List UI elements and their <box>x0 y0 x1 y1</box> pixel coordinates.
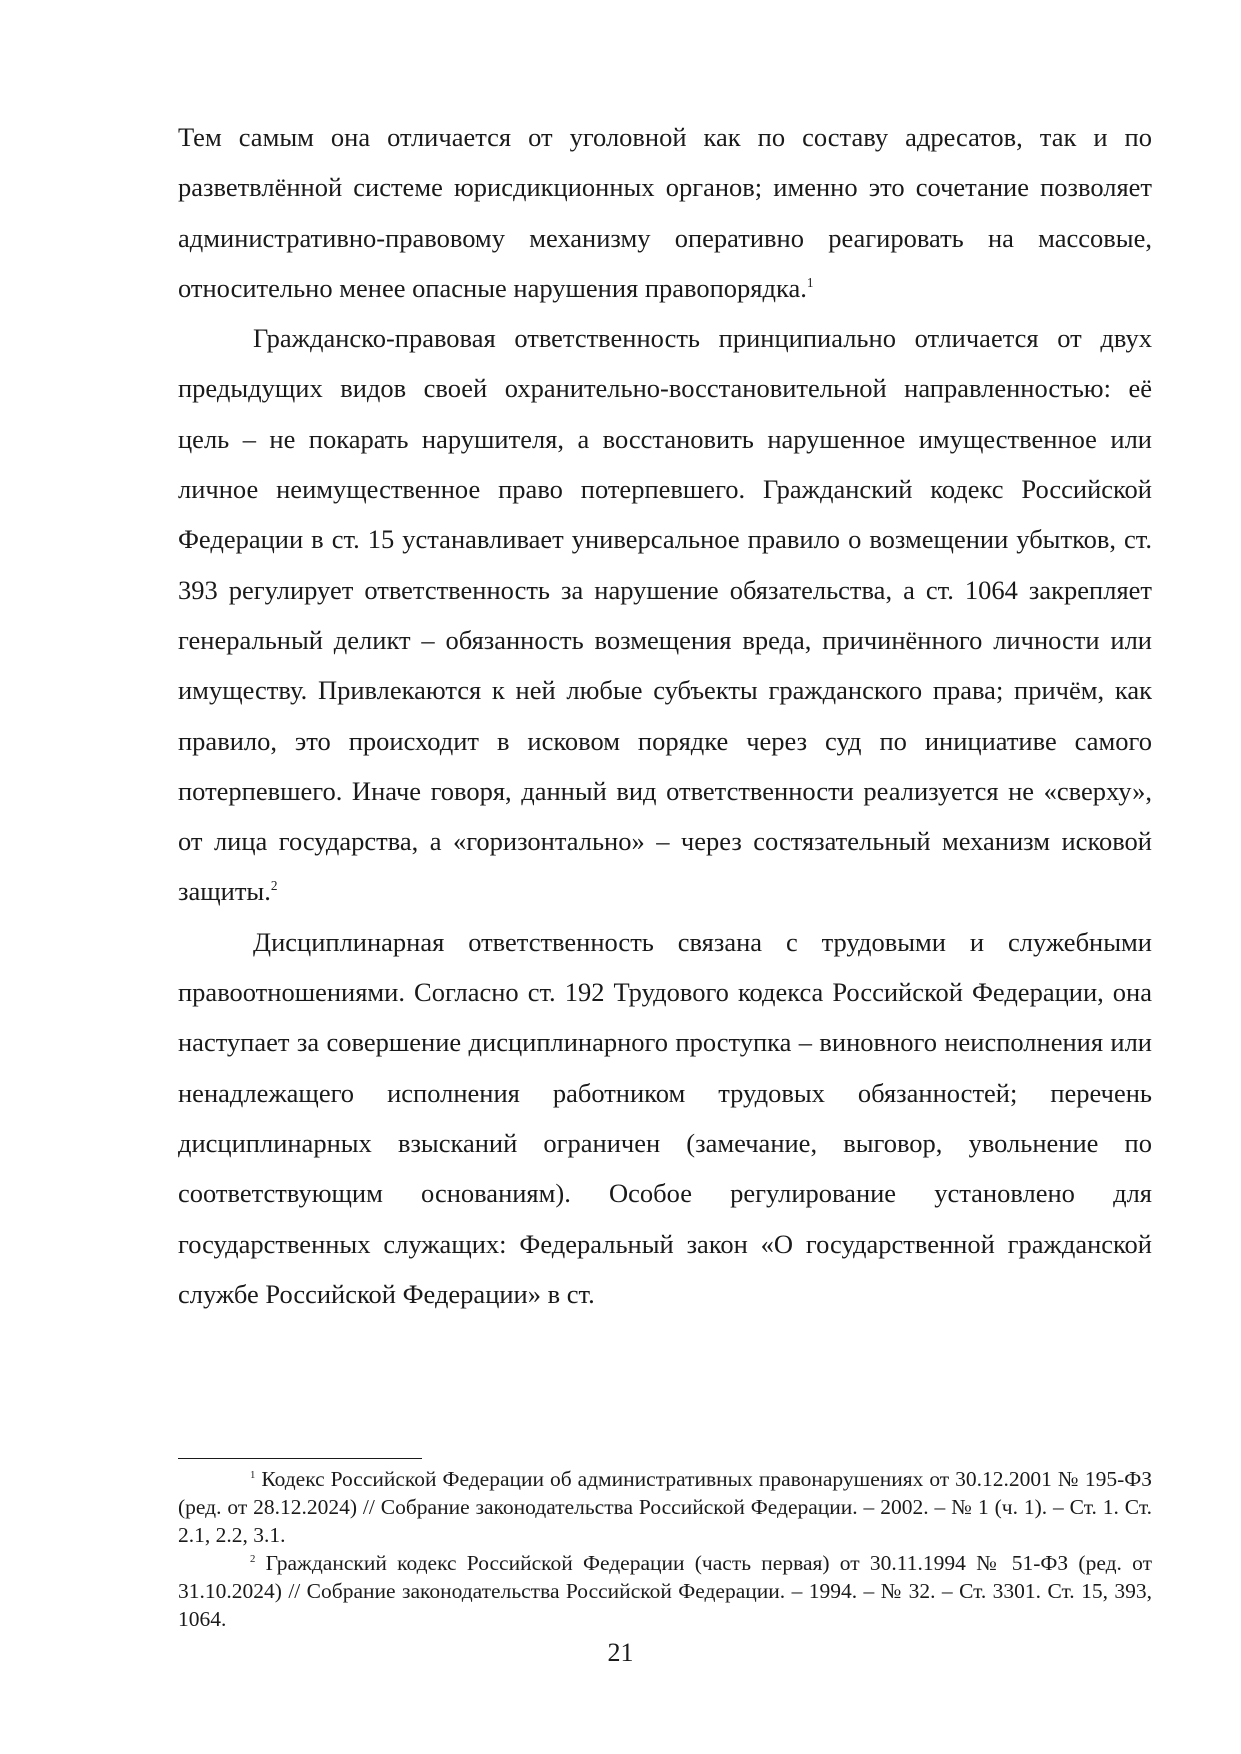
paragraph-1 <box>178 112 1152 313</box>
footnote-number: 1 <box>250 1468 256 1481</box>
footnote-ref-1: 1 <box>806 274 814 290</box>
paragraph-text: Дисциплинарная ответственность связана с трудовыми и служебными правоотношениями. Согласно ст. 192 Трудового кодекса Российской Федерации, она наступает за совершение дисциплинарного проступка – виновного неисполнения или ненадлежащего исполнения работником трудовых обязанностей; перечень дисциплинарных взысканий ограничен (замечание, выговор, увольнение по соответствующим основаниям). Особое регулирование установлено для государственных служащих: Федеральный закон «О государственной гражданской службе Российской Федерации» в ст. <box>178 926 1152 1309</box>
paragraph-text: Гражданско-правовая ответственность принципиально отличается от двух предыдущих видов своей охранительно-восстановительной направленностью: её цель – не покарать нарушителя, а восстановить нарушенное имущественное или личное неимущественное право потерпевшего. Гражданский кодекс Российской Федерации в ст. 15 устанавливает универсальное правило о возмещении убытков, ст. 393 регулирует ответственность за нарушение обязательства, а ст. 1064 закрепляет генеральный деликт – обязанность возмещения вреда, причинённого личности или имуществу. Привлекаются к ней любые субъекты гражданского права; причём, как правило, это происходит в исковом порядке через суд по инициативе самого потерпевшего. Иначе говоря, данный вид ответственности реализуется не «сверху», от лица государства, а «горизонтально» – через состязательный механизм исковой защиты. <box>178 323 1152 907</box>
paragraph-text: Тем самым она отличается от уголовной как по составу адресатов, так и по разветвлённой системе юрисдикционных органов; именно это сочетание позволяет административно-правовому механизму оперативно реагировать на массовые, относительно менее опасные нарушения правопорядка. <box>178 122 1152 303</box>
footnote-text: Гражданский кодекс Российской Федерации (часть первая) от 30.11.1994 № 51-ФЗ (ред. от 31.10.2024) // Собрание законодательства Российской Федерации. – 1994. – № 32. – Ст. 3301. Ст. 15, 393, 1064. <box>178 1551 1153 1631</box>
footnotes <box>178 1465 1152 1633</box>
footnote-2 <box>178 1549 1152 1633</box>
paragraph-3 <box>178 917 1152 1319</box>
paragraph-2 <box>178 313 1152 917</box>
footnote-text: Кодекс Российской Федерации об административных правонарушениях от 30.12.2001 № 195-ФЗ (ред. от 28.12.2024) // Собрание законодательства Российской Федерации. – 2002. – № 1 (ч. 1). – Ст. 1. Ст. 2.1, 2.2, 3.1. <box>178 1467 1152 1547</box>
footnote-separator <box>178 1458 422 1459</box>
body-text <box>178 112 1152 1319</box>
footnote-number: 2 <box>250 1552 256 1565</box>
footnote-1 <box>178 1465 1152 1549</box>
page-number: 21 <box>607 1638 634 1667</box>
footnote-ref-2: 2 <box>270 878 278 894</box>
